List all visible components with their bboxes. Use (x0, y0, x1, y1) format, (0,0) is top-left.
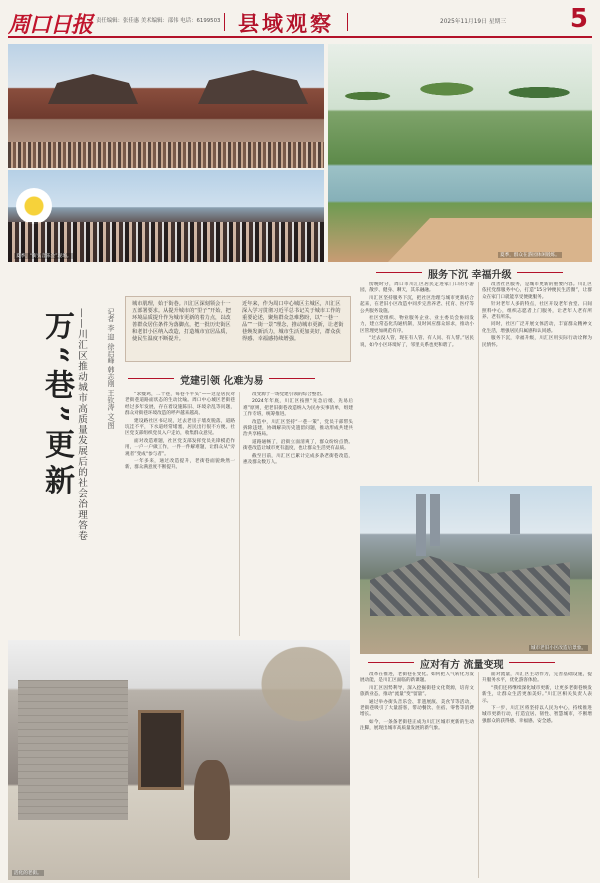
headline-title (34, 310, 74, 501)
photo-city-aerial (360, 486, 592, 654)
section-head-traffic: 应对有方 流量变现 (420, 656, 503, 671)
paragraph: 改善社区服务，是城市更新的重要内容。川汇区依托党群服务中心，打造“15分钟便民生活圈”，让群众在家门口就能享受便捷服务。 (482, 282, 592, 300)
article-column-7 (482, 672, 592, 878)
rooftops-shape (370, 556, 570, 616)
roof-shape (48, 74, 138, 104)
column-divider (478, 282, 479, 482)
tree-shape (328, 54, 592, 124)
newspaper-logo: 周口日报 (8, 12, 93, 38)
tower-shape (510, 494, 520, 534)
paragraph: 傍晚时分，周口市川汇区居民走进家门口的小游园，散步、健身、聊天，其乐融融。 (360, 282, 474, 294)
section-head-service: 服务下沉 幸福升级 (428, 266, 511, 281)
photo-caption: 夏季，群众在游园休闲锻炼。 (500, 253, 560, 258)
photo-caption: 夏季，“街头音乐会”现场。 (16, 254, 72, 259)
paragraph: 改造中，川汇区坚持“一巷一策”，党员干部带头拆除违建，协调解决历史遗留问题，推动形成共建共治共享格局。 (243, 419, 353, 438)
paragraph: 改革在推进，老街巷在变化。如何把人气转化为发展动能，是川汇区面临的新课题。 (360, 672, 474, 684)
door-shape (138, 710, 184, 790)
crowd-shape (8, 142, 324, 168)
paragraph: 建设路社区书记说，过去老房子墙皮脱落，道路坑洼不平，下水道经常堵塞，居民出行很不方便。社区党支部组织党员入户走访，收集群众意见。 (125, 418, 235, 437)
paragraph: 川汇区因势利导，深入挖掘街巷文化资源，培育文旅新业态，推动“流量”变“留量”。 (360, 685, 474, 698)
wall-shape (18, 680, 128, 820)
paragraph: 服务下沉，幸福升级，川汇区用实际行动诠释为民情怀。 (482, 336, 592, 348)
headline-block (8, 300, 115, 630)
intro-box (125, 296, 351, 362)
paragraph: 道路通畅了，沿街立面清爽了，群众纷纷点赞。街巷改造让城市更有温度，也让群众生活更有品质。 (243, 439, 353, 452)
paragraph: 改变源于一场党建引领的综合整治。 (252, 392, 326, 397)
article-column-2 (243, 392, 353, 636)
headline-text: 万“巷”更新 (39, 310, 74, 501)
column-divider (478, 672, 479, 878)
intro-left: 城市肌理，始于街巷。川汇区深刻领会十一五部署要求。从提升城市的“里子”开始，把环境品质提升作为城市更新的着力点，以改善群众居住条件为落脚点，把一批历史街区和老旧小区纳入改造，打造城市宜居品质，使民生温度不断提升。 (132, 301, 231, 342)
article-column-4 (360, 282, 474, 482)
paragraph: 下一步，川汇区将坚持以人民为中心，持续推进城市更新行动，打造宜居、韧性、智慧城市，不断增强群众的获得感、幸福感、安全感。 (482, 706, 592, 724)
masthead (8, 6, 592, 38)
paragraph: 2024年年底，川汇区按照“先急后缓、先易后难”原则，把老旧街巷改造纳入为民办实事清单，组建工作专班，统筹推进。 (243, 399, 353, 418)
paragraph: “我们还将继续深化城市更新，让更多老街巷焕发新生，让群众生活更加美好。”川汇区相关负责人表示。 (482, 685, 592, 704)
paragraph: 一年多来，通过改造提升，老街巷面貌焕然一新，群众满意度不断提升。 (125, 459, 235, 471)
paragraph: “过去没人管，现在有人管、有人问、有人帮。”居民说，如今小区环境好了，邻里关系也更和谐了。 (360, 336, 474, 348)
paragraph: 社区党组织、物业服务企业、业主委员会协同发力，建立常态化沟通机制，及时回应群众诉求，推动小区管理更加规范有序。 (360, 316, 474, 334)
section-head-party: 党建引领 化难为易 (180, 372, 263, 387)
intro-right: 近年来，作为周口中心城区主城区，川汇区深入学习贯彻习近平总书记关于城市工作的重要论述，聚焦群众急难愁盼，以“一巷一品”“一街一景”理念，推动城市更新，让老街巷焕发新活力，城市生活更加美好，群众获得感、幸福感持续增强。 (242, 301, 344, 342)
paragraph: 面对流量，川汇区主动作为，完善基础设施，提升服务水平，优化游客体验。 (482, 672, 592, 684)
article-column-1 (125, 392, 235, 636)
tower-shape (416, 494, 426, 556)
photo-old-alley (8, 640, 350, 880)
photo-temple-street (8, 44, 324, 168)
section-title: 县域观察 (238, 8, 334, 38)
roof-shape (198, 70, 308, 104)
paragraph: 面对改造难题，社区党支部发挥党员先锋模范作用，一户一户做工作，一件一件解难题，让群众从“旁观者”变成“参与者”。 (125, 438, 235, 457)
issue-date: 2025年11月19日 星期三 (440, 19, 507, 25)
photo-caption: 城市老旧小区改造后景象。 (530, 646, 586, 651)
photo-park (328, 44, 592, 262)
article-column-6 (360, 672, 474, 878)
page-number: 5 (569, 4, 588, 34)
paragraph: 川汇区坚持服务下沉，把社区治理与城市更新结合起来，在老旧小区改造中同步完善养老、托育、医疗等公共服务设施。 (360, 295, 474, 314)
paragraph: 针对老年人多的特点，社区开设老年食堂、日间照料中心，组织志愿者上门服务，让老年人老有所养、老有所乐。 (482, 302, 592, 321)
headline-subtitle: ——川汇区推动城市高质量发展后的社会治理答卷 (76, 308, 87, 542)
reporter-byline: 记者 李 迎 徐启峰 韩志刚 王钦涛 文/图 (107, 308, 115, 429)
photo-street-concert (8, 170, 324, 262)
tower-shape (430, 494, 440, 546)
paragraph: 同时，社区广泛开展文体活动，丰富群众精神文化生活，增强居民归属感和认同感。 (482, 322, 592, 334)
article-column-5 (482, 282, 592, 482)
statue-shape (194, 760, 230, 840)
paragraph: 如今，一条条老街巷正成为川汇区城市更新的生动注脚，展现出城市高质量发展的新气象。 (360, 719, 474, 732)
tree-shape (230, 640, 350, 750)
paragraph: 截至目前，川汇区已累计完成多条老街巷改造，惠及群众数万人。 (243, 453, 353, 466)
column-divider (239, 392, 240, 636)
flower-icon (16, 188, 52, 224)
paragraph: “求瘦鸡，二十巷，每巷不平头”——这是居民对老街巷道路面状态的生动比喻。周口中心城区老街巷经过多年发展，存在着设施陈旧、环境杂乱等问题，群众对街巷环境改造的呼声越来越高。 (125, 392, 235, 417)
photo-caption: 活化的老街。 (14, 871, 42, 876)
editor-info: 责任编辑：张佳惠 美术编辑：邵伟 电话：6199503 (96, 18, 221, 24)
paragraph: 通过举办街头音乐会、非遗展演、美食节等活动，老街巷吸引了大量游客，带动餐饮、住宿、零售等消费增长。 (360, 699, 474, 718)
